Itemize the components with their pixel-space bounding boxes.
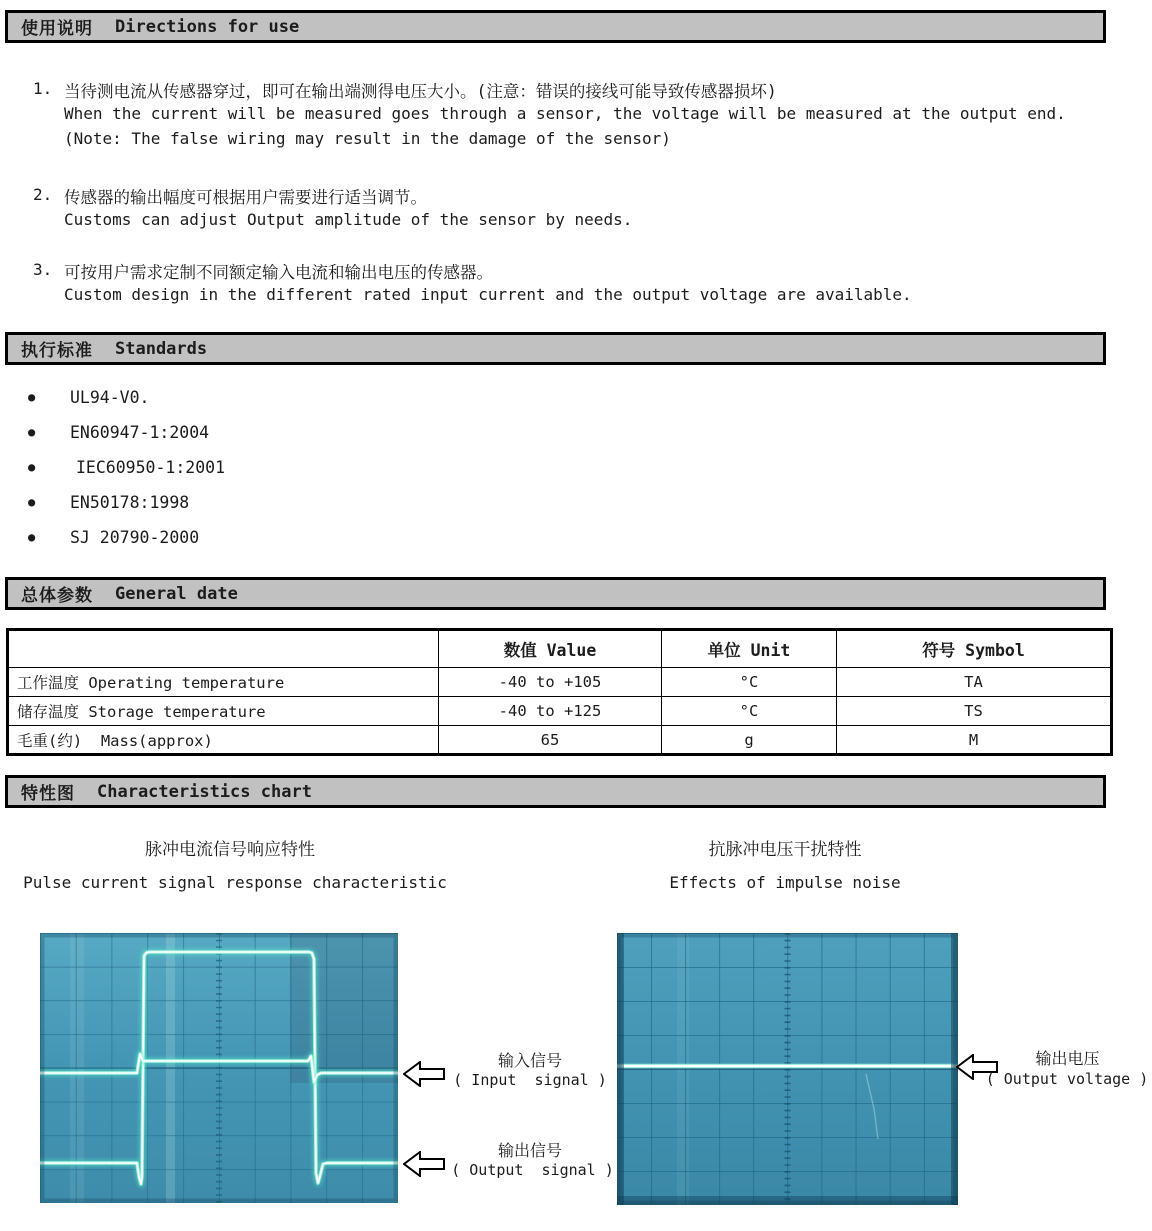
section-title-zh: 执行标准	[21, 341, 93, 361]
right-chart-caption-en: Effects of impulse noise	[669, 873, 901, 892]
table-row	[8, 697, 1112, 726]
direction-item-zh: 可按用户需求定制不同额定输入电流和输出电压的传感器。	[64, 263, 493, 282]
cell-symbol: M	[837, 726, 1112, 755]
list-item	[0, 458, 400, 480]
cell-unit: °C	[662, 668, 837, 697]
left-oscilloscope-image	[40, 933, 398, 1203]
input-signal-label-zh: 输入信号	[497, 1051, 562, 1070]
standard-text: UL94-V0.	[70, 388, 150, 407]
section-title-zh: 特性图	[21, 784, 75, 804]
list-number: 2.	[33, 185, 53, 204]
bullet-icon: ●	[28, 460, 36, 474]
standard-text: EN50178:1998	[70, 493, 190, 512]
section-header-directions	[5, 10, 1106, 43]
bullet-icon: ●	[28, 390, 36, 404]
cell-symbol: TA	[837, 668, 1112, 697]
section-header-standards	[5, 332, 1106, 365]
list-number: 1.	[33, 79, 53, 98]
section-title-en: Standards	[115, 338, 208, 359]
table-row	[8, 726, 1112, 755]
section-title-en: Directions for use	[115, 16, 300, 37]
input-signal-arrow-icon	[403, 1061, 445, 1087]
cell-param: 储存温度 Storage temperature	[8, 697, 439, 726]
cell-value: 65	[439, 726, 662, 755]
table-row	[8, 668, 1112, 697]
section-title-zh: 使用说明	[21, 19, 93, 39]
bullet-icon: ●	[28, 530, 36, 544]
section-header-general	[5, 577, 1106, 610]
section-title-zh: 总体参数	[21, 586, 93, 606]
table-header-row	[8, 630, 1112, 668]
col-header-param	[8, 630, 439, 668]
col-header-unit: 单位 Unit	[662, 630, 837, 668]
left-chart-caption-en: Pulse current signal response characteristic	[23, 873, 447, 892]
standard-text: IEC60950-1:2001	[76, 458, 226, 477]
cell-param: 毛重(约) Mass(approx)	[8, 726, 439, 755]
section-header-characteristics	[5, 775, 1106, 808]
direction-item-zh: 传感器的输出幅度可根据用户需要进行适当调节。	[64, 188, 427, 207]
section-title-en: Characteristics chart	[97, 781, 312, 802]
general-parameters-table	[6, 628, 1113, 756]
cell-unit: °C	[662, 697, 837, 726]
list-item	[0, 423, 400, 445]
cell-value: -40 to +125	[439, 697, 662, 726]
section-title-en: General date	[115, 583, 238, 604]
col-header-value: 数值 Value	[439, 630, 662, 668]
cell-symbol: TS	[837, 697, 1112, 726]
input-signal-label-en: ( Input signal )	[453, 1071, 607, 1089]
direction-item-en: When the current will be measured goes through a sensor, the voltage will be measured at the output end.	[64, 104, 1066, 123]
right-oscilloscope-image	[617, 933, 958, 1205]
right-chart-caption-zh: 抗脉冲电压干扰特性	[708, 840, 862, 860]
list-item	[0, 528, 400, 550]
output-voltage-label-zh: 输出电压	[1035, 1049, 1100, 1068]
output-voltage-label-en: ( Output voltage )	[985, 1070, 1149, 1088]
list-item	[0, 388, 400, 410]
cell-param: 工作温度 Operating temperature	[8, 668, 439, 697]
list-item	[0, 493, 400, 515]
direction-item-en: (Note: The false wiring may result in the damage of the sensor)	[64, 129, 671, 148]
left-chart-caption-zh: 脉冲电流信号响应特性	[145, 840, 315, 860]
cell-value: -40 to +105	[439, 668, 662, 697]
col-header-symbol: 符号 Symbol	[837, 630, 1112, 668]
bullet-icon: ●	[28, 425, 36, 439]
direction-item-zh: 当待测电流从传感器穿过，即可在输出端测得电压大小。(注意：错误的接线可能导致传感器损坏)	[64, 82, 777, 101]
output-signal-label-en: ( Output signal )	[451, 1161, 614, 1179]
standard-text: SJ 20790-2000	[70, 528, 200, 547]
output-signal-arrow-icon	[403, 1151, 445, 1177]
direction-item-en: Customs can adjust Output amplitude of the sensor by needs.	[64, 210, 633, 229]
list-number: 3.	[33, 260, 53, 279]
cell-unit: g	[662, 726, 837, 755]
standard-text: EN60947-1:2004	[70, 423, 210, 442]
output-signal-label-zh: 输出信号	[497, 1141, 562, 1160]
bullet-icon: ●	[28, 495, 36, 509]
direction-item-en: Custom design in the different rated input current and the output voltage are available.	[64, 285, 912, 304]
